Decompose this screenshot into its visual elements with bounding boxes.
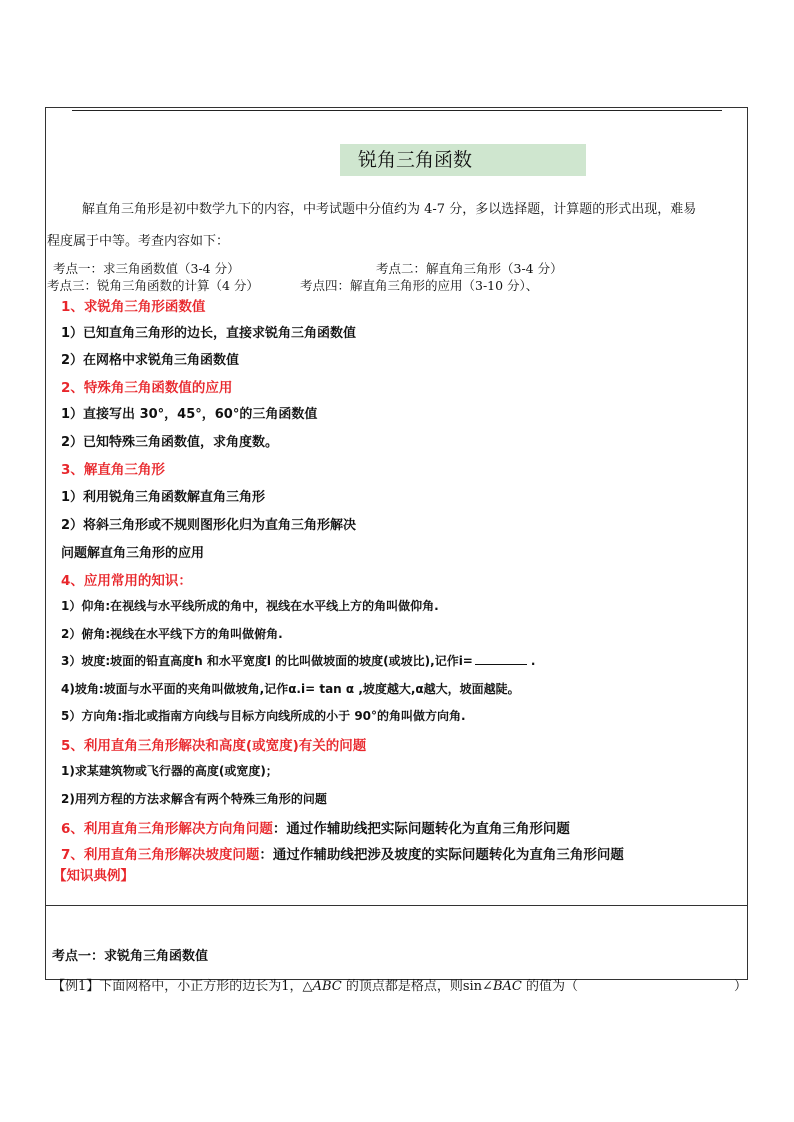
answer-blank[interactable] xyxy=(475,652,527,665)
example-1-close-paren: ） xyxy=(734,979,748,994)
section-4-item-4: 4)坡角:坡面与水平面的夹角叫做坡角,记作α.i= tan α ,坡度越大,α越大，坡面越陡。 xyxy=(61,682,520,696)
section-6-desc: ：通过作辅助线把实际问题转化为直角三角形问题 xyxy=(272,821,570,837)
example-1 xyxy=(52,975,578,994)
section-divider xyxy=(45,905,748,906)
kaodian-1: 考点一：求三角函数值（3-4 分） xyxy=(53,261,240,276)
section-5-item-1: 1)求某建筑物或飞行器的高度(或宽度)； xyxy=(61,764,278,778)
section-3-title: 3、解直角三角形 xyxy=(61,462,165,478)
intro-line-1: 解直角三角形是初中数学九下的内容，中考试题中分值约为 4-7 分，多以选择题，计算题的形式出现，难易 xyxy=(82,202,697,217)
kaodian-4: 考点四：解直角三角形的应用（3-10 分）、 xyxy=(300,278,539,293)
section-1-item-1: 1）已知直角三角形的边长，直接求锐角三角函数值 xyxy=(61,326,357,341)
section-4-item-5: 5）方向角:指北或指南方向线与目标方向线所成的小于 90°的角叫做方向角. xyxy=(61,709,466,723)
section-2-item-1: 1）直接写出 30°，45°，60°的三角函数值 xyxy=(61,407,318,422)
section-3-item-2: 2）将斜三角形或不规则图形化归为直角三角形解决 xyxy=(61,518,357,533)
section-6 xyxy=(61,817,570,837)
slope-definition-end: . xyxy=(530,654,536,668)
example-1-text-a: 下面网格中，小正方形的边长为1，△ xyxy=(99,979,313,994)
example-1-text-b: 的顶点都是格点，则sin∠ xyxy=(341,979,493,994)
section-7 xyxy=(61,843,624,863)
section-6-title: 6、利用直角三角形解决方向角问题 xyxy=(61,821,273,837)
slope-definition-text: 3）坡度:坡面的铅直高度h 和水平宽度l 的比叫做坡面的坡度(或坡比),记作i= xyxy=(61,654,473,668)
section-5-item-2: 2)用列方程的方法求解含有两个特殊三角形的问题 xyxy=(61,792,327,806)
section-4-item-3 xyxy=(61,652,535,669)
section-5-title: 5、利用直角三角形解决和高度(或宽度)有关的问题 xyxy=(61,738,367,754)
section-2-title: 2、特殊角三角函数值的应用 xyxy=(61,380,233,396)
section-1-title: 1、求锐角三角形函数值 xyxy=(61,299,206,315)
part2-heading: 考点一：求锐角三角函数值 xyxy=(52,949,209,964)
section-3-item-3: 问题解直角三角形的应用 xyxy=(61,546,205,561)
section-4-title: 4、应用常用的知识： xyxy=(61,573,192,589)
section-7-title: 7、利用直角三角形解决坡度问题 xyxy=(61,847,260,863)
section-1-item-2: 2）在网格中求锐角三角函数值 xyxy=(61,353,240,368)
page-title: 锐角三角函数 xyxy=(340,144,586,176)
section-4-item-2: 2）俯角:视线在水平线下方的角叫做俯角. xyxy=(61,627,283,641)
knowledge-examples-label: 【知识典例】 xyxy=(53,868,134,884)
example-1-label: 【例1】 xyxy=(52,979,100,994)
section-4-item-1: 1）仰角:在视线与水平线所成的角中，视线在水平线上方的角叫做仰角. xyxy=(61,599,439,613)
angle-bac: BAC xyxy=(492,979,522,994)
intro-line-2: 程度属于中等。考查内容如下： xyxy=(47,234,230,249)
kaodian-3: 考点三：锐角三角函数的计算（4 分） xyxy=(47,278,259,293)
kaodian-2: 考点二：解直角三角形（3-4 分） xyxy=(376,261,563,276)
example-1-text-c: 的值为（ xyxy=(521,979,578,994)
section-2-item-2: 2）已知特殊三角函数值，求角度数。 xyxy=(61,435,279,450)
section-3-item-1: 1）利用锐角三角函数解直角三角形 xyxy=(61,490,266,505)
section-7-desc: ：通过作辅助线把涉及坡度的实际问题转化为直角三角形问题 xyxy=(259,847,624,863)
triangle-abc: ABC xyxy=(312,979,342,994)
